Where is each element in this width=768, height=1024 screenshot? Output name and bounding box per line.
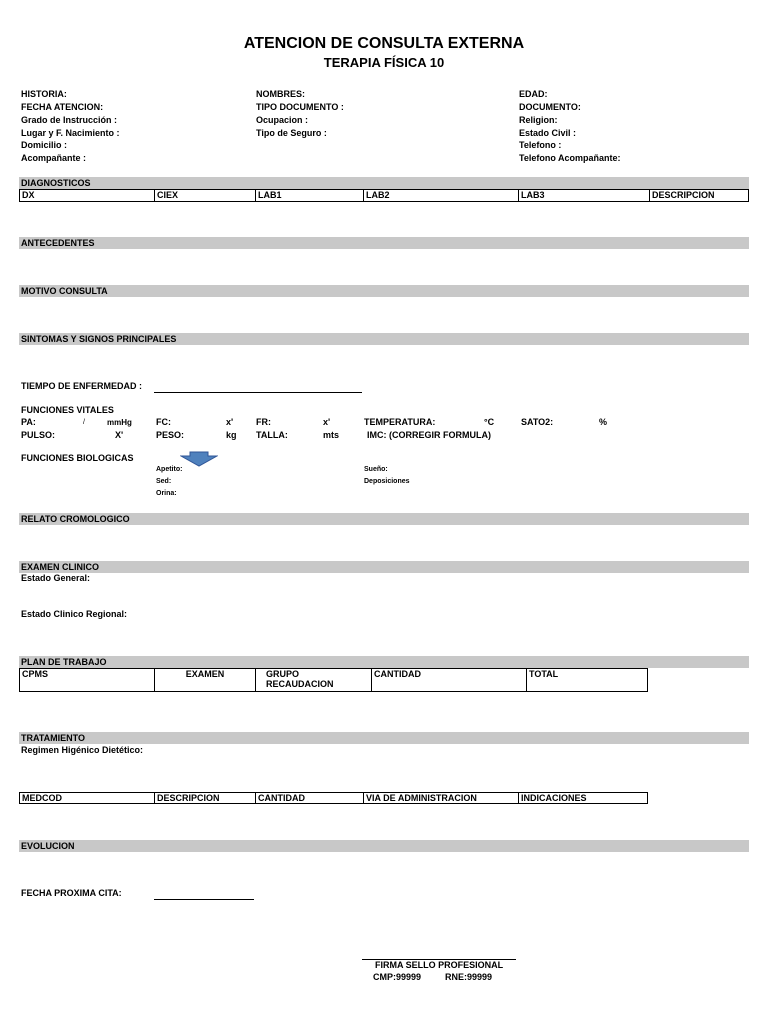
label-telefono-acompanante: Telefono Acompañante:: [519, 153, 621, 163]
label-orina: Orina:: [156, 490, 177, 497]
label-apetito: Apetito:: [156, 466, 183, 473]
label-edad: EDAD:: [519, 89, 548, 99]
label-funciones-biologicas: FUNCIONES BIOLOGICAS: [21, 453, 134, 463]
down-arrow-icon: [180, 451, 218, 472]
section-plan-trabajo: [19, 656, 749, 668]
section-examen-label: EXAMEN CLINICO: [21, 562, 100, 572]
section-diagnosticos-label: DIAGNOSTICOS: [21, 178, 91, 188]
diagnosticos-table: [19, 189, 749, 202]
label-sato2: SATO2:: [521, 417, 554, 427]
label-estado-civil: Estado Civil :: [519, 128, 577, 138]
label-pa: PA:: [21, 417, 36, 427]
col-cantidad-med: CANTIDAD: [256, 793, 364, 804]
label-grado-instruccion: Grado de Instrucción :: [21, 115, 118, 125]
label-peso: PESO:: [156, 430, 185, 440]
pa-unit: mmHg: [107, 418, 132, 427]
label-tipo-documento: TIPO DOCUMENTO :: [256, 102, 344, 112]
label-nombres: NOMBRES:: [256, 89, 305, 99]
pulso-unit: X': [115, 430, 124, 440]
section-sintomas: [19, 333, 749, 345]
label-fecha-proxima-cita: FECHA PROXIMA CITA:: [21, 888, 122, 898]
section-relato-label: RELATO CROMOLOGICO: [21, 514, 130, 524]
label-tiempo-enfermedad: TIEMPO DE ENFERMEDAD :: [21, 381, 143, 391]
sato2-unit: %: [599, 417, 608, 427]
section-relato: [19, 513, 749, 525]
fc-unit: x': [226, 417, 234, 427]
fr-unit: x': [323, 417, 331, 427]
label-sueno: Sueño:: [364, 466, 388, 473]
col-via: VIA DE ADMINISTRACION: [364, 793, 519, 804]
label-cmp: CMP:99999: [373, 972, 422, 982]
section-sintomas-label: SINTOMAS Y SIGNOS PRINCIPALES: [21, 334, 177, 344]
label-lugar-nacimiento: Lugar y F. Nacimiento :: [21, 128, 120, 138]
section-evolucion: [19, 840, 749, 852]
section-motivo-label: MOTIVO CONSULTA: [21, 286, 108, 296]
label-regimen: Regimen Higénico Dietético:: [21, 745, 144, 755]
peso-unit: kg: [226, 430, 237, 440]
section-antecedentes: [19, 237, 749, 249]
tratamiento-table: [19, 792, 648, 804]
label-sed: Sed:: [156, 478, 172, 485]
label-talla: TALLA:: [256, 430, 288, 440]
label-estado-general: Estado General:: [21, 573, 91, 583]
col-medcod: MEDCOD: [20, 793, 155, 804]
talla-unit: mts: [323, 430, 340, 440]
section-motivo-consulta: [19, 285, 749, 297]
label-funciones-vitales: FUNCIONES VITALES: [21, 405, 114, 415]
tiempo-enfermedad-line[interactable]: [154, 392, 362, 393]
label-ocupacion: Ocupacion :: [256, 115, 309, 125]
label-firma: FIRMA SELLO PROFESIONAL: [375, 960, 504, 970]
col-ciex: CIEX: [155, 190, 256, 202]
label-temperatura: TEMPERATURA:: [364, 417, 436, 427]
label-imc: IMC: (CORREGIR FORMULA): [367, 430, 491, 440]
label-fc: FC:: [156, 417, 171, 427]
label-documento: DOCUMENTO:: [519, 102, 581, 112]
col-cantidad: CANTIDAD: [372, 669, 527, 692]
label-historia: HISTORIA:: [21, 89, 67, 99]
label-domicilio: Domicilio :: [21, 140, 68, 150]
page-subtitle: TERAPIA FÍSICA 10: [323, 55, 445, 70]
label-acompanante: Acompañante :: [21, 153, 87, 163]
col-descripcion: DESCRIPCION: [650, 190, 749, 202]
label-estado-regional: Estado Clinico Regional:: [21, 609, 128, 619]
temperatura-unit: °C: [484, 417, 495, 427]
col-lab3: LAB3: [519, 190, 650, 202]
section-tratamiento-label: TRATAMIENTO: [21, 733, 85, 743]
label-rne: RNE:99999: [445, 972, 493, 982]
col-indicaciones: INDICACIONES: [519, 793, 648, 804]
section-diagnosticos: [19, 177, 749, 189]
label-fr: FR:: [256, 417, 271, 427]
col-dx: DX: [20, 190, 155, 202]
label-fecha-atencion: FECHA ATENCION:: [21, 102, 104, 112]
label-religion: Religion:: [519, 115, 558, 125]
label-telefono: Telefono :: [519, 140, 562, 150]
page-title: ATENCION DE CONSULTA EXTERNA: [243, 35, 525, 52]
col-lab1: LAB1: [256, 190, 364, 202]
plan-table: [19, 668, 648, 692]
section-evolucion-label: EVOLUCION: [21, 841, 75, 851]
fecha-cita-line[interactable]: [154, 899, 254, 900]
col-examen: EXAMEN: [155, 669, 256, 692]
col-lab2: LAB2: [364, 190, 519, 202]
col-grupo-recaudacion: [256, 669, 372, 692]
label-deposiciones: Deposiciones: [364, 478, 410, 485]
section-plan-label: PLAN DE TRABAJO: [21, 657, 107, 667]
section-tratamiento: [19, 732, 749, 744]
col-grupo: GRUPO: [266, 669, 300, 679]
col-descripcion-med: DESCRIPCION: [155, 793, 256, 804]
label-tipo-seguro: Tipo de Seguro :: [256, 128, 327, 138]
col-recaudacion: RECAUDACION: [266, 679, 334, 689]
col-cpms: CPMS: [20, 669, 155, 692]
col-total: TOTAL: [527, 669, 648, 692]
section-antecedentes-label: ANTECEDENTES: [21, 238, 95, 248]
label-pulso: PULSO:: [21, 430, 56, 440]
pa-separator: /: [83, 419, 85, 426]
section-examen-clinico: [19, 561, 749, 573]
